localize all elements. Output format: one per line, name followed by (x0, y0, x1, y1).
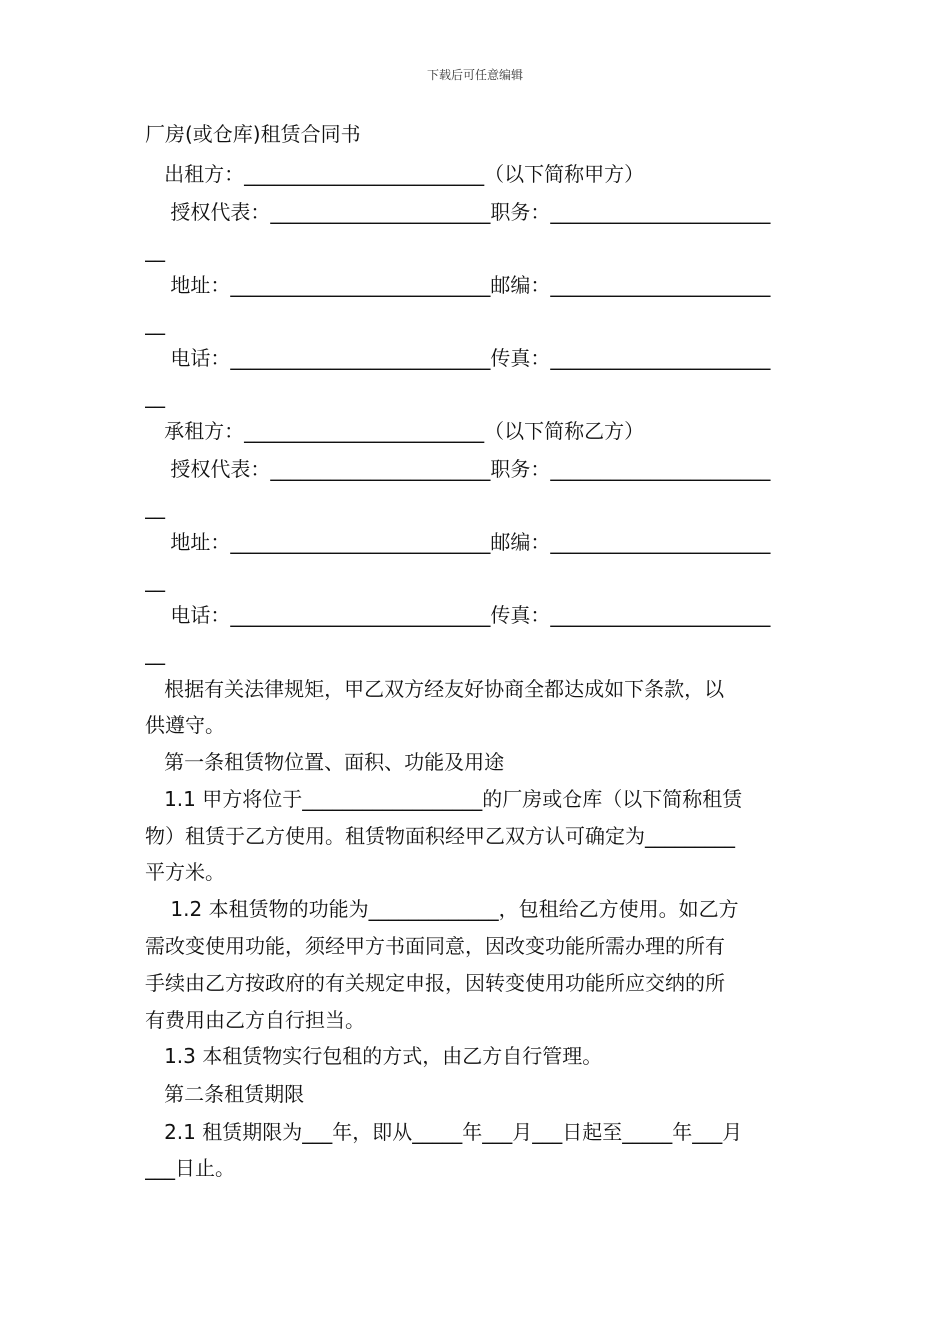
wrapped-underline: __ (145, 238, 165, 262)
article-heading: 第二条租赁期限 (145, 1082, 305, 1106)
paragraph-line: 1.1 甲方将位于__________________的厂房或仓库（以下简称租赁 (145, 787, 743, 811)
lessor-address-line: 地址：__________________________邮编：______________________ (145, 273, 771, 297)
lessee-address-line: 地址：__________________________邮编：______________________ (145, 530, 771, 554)
paragraph-line: 平方米。 (145, 860, 225, 884)
paragraph-line: 1.2 本租赁物的功能为_____________，包租给乙方使用。如乙方 (145, 897, 739, 921)
header-note: 下载后可任意编辑 (426, 68, 523, 82)
lessee-phone-line: 电话：__________________________传真：______________________ (145, 603, 771, 627)
paragraph-line: 2.1 租赁期限为___年，即从_____年___月___日起至_____年___月 (145, 1120, 743, 1144)
paragraph-line: 1.3 本租赁物实行包租的方式，由乙方自行管理。 (145, 1044, 603, 1068)
article-heading: 第一条租赁物位置、面积、功能及用途 (145, 750, 505, 774)
paragraph-line: 需改变使用功能，须经甲方书面同意，因改变功能所需办理的所有 (145, 934, 725, 958)
paragraph-line: 供遵守。 (145, 713, 225, 737)
lessee-line: 承租方：________________________（以下简称乙方） (145, 419, 645, 443)
wrapped-underline: __ (145, 311, 165, 335)
lessor-rep-line: 授权代表：______________________职务：______________________ (145, 200, 771, 224)
lessor-phone-line: 电话：__________________________传真：______________________ (145, 346, 771, 370)
paragraph-line: 物）租赁于乙方使用。租赁物面积经甲乙双方认可确定为_________ (145, 824, 735, 848)
wrapped-underline: __ (145, 568, 165, 592)
paragraph-line: 手续由乙方按政府的有关规定申报，因转变使用功能所应交纳的所 (145, 971, 725, 995)
lessor-line: 出租方：________________________（以下简称甲方） (145, 162, 645, 186)
wrapped-underline: __ (145, 495, 165, 519)
paragraph-line: ___日止。 (145, 1156, 235, 1180)
paragraph-line: 根据有关法律规矩，甲乙双方经友好协商全都达成如下条款，以 (145, 677, 725, 701)
document-title: 厂房(或仓库)租赁合同书 (145, 122, 361, 146)
wrapped-underline: __ (145, 384, 165, 408)
wrapped-underline: __ (145, 641, 165, 665)
lessee-rep-line: 授权代表：______________________职务：______________________ (145, 457, 771, 481)
paragraph-line: 有费用由乙方自行担当。 (145, 1008, 365, 1032)
